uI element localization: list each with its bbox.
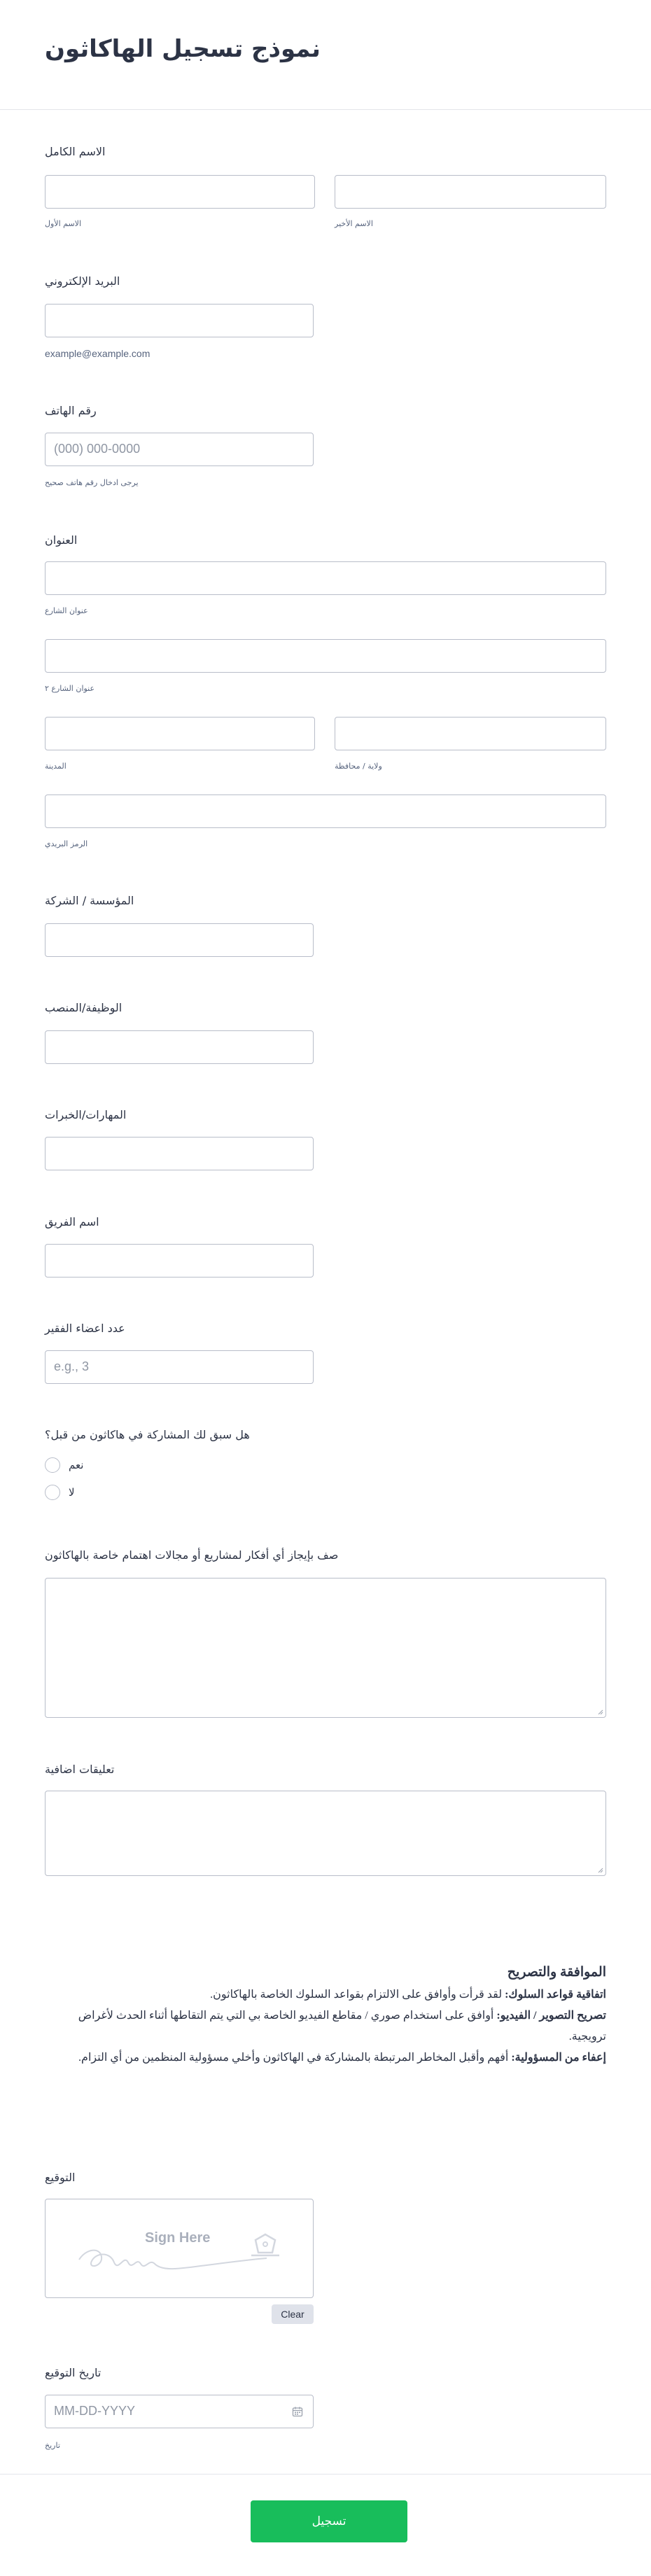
signature-pad[interactable] [45,2199,314,2298]
zip-input[interactable] [45,794,606,828]
skills-label: المهارات/الخبرات [45,1108,127,1121]
radio-yes[interactable] [45,1457,60,1473]
state-input[interactable] [335,717,606,750]
form-title: نموذج تسجيل الهاكاثون [45,35,321,63]
resize-grip-icon[interactable] [597,1709,603,1715]
address-label: العنوان [45,533,78,547]
phone-hint: يرجى ادخال رقم هاتف صحيح [45,478,139,487]
consent-heading: الموافقة والتصريح [507,1965,606,1980]
job-title-label: الوظيفة/المنصب [45,1001,122,1014]
team-size-input[interactable] [45,1350,314,1384]
consent-item-text: أوافق على استخدام صوري / مقاطع الفيديو الخاصة بي التي يتم التقاطها أثناء الحدث لأغراض ترويجية. [78,2010,606,2043]
comments-label: تعليقات اضافية [45,1763,115,1776]
consent-item-title: اتفاقية قواعد السلوك: [505,1989,606,2001]
comments-textarea[interactable] [45,1791,606,1876]
radio-no-label: لا [69,1486,75,1499]
last-name-sublabel: الاسم الأخير [335,219,373,228]
city-input[interactable] [45,717,315,750]
clear-signature-button[interactable]: Clear [272,2304,314,2324]
radio-yes-label: نعم [69,1459,84,1471]
sign-date-label: تاريخ التوقيع [45,2366,102,2379]
calendar-icon[interactable] [292,2406,303,2417]
submit-button[interactable]: تسجيل [251,2500,407,2542]
header-divider [0,109,651,110]
phone-placeholder: (000) 000-0000 [54,442,141,456]
street1-input[interactable] [45,561,606,595]
first-name-sublabel: الاسم الأول [45,219,81,228]
team-name-label: اسم الفريق [45,1215,99,1228]
city-sublabel: المدينة [45,762,66,771]
signature-placeholder-graphic [46,2199,314,2298]
consent-item-text: لقد قرأت وأوافق على الالتزام بقواعد السلوك الخاصة بالهاكاثون. [210,1989,505,2001]
phone-input[interactable] [45,433,314,466]
job-title-input[interactable] [45,1030,314,1064]
consent-item [45,2047,606,2068]
radio-no[interactable] [45,1485,60,1500]
organization-label: المؤسسة / الشركة [45,894,134,907]
sign-date-hint: تاريخ [45,2441,60,2450]
sign-here-text: Sign Here [145,2230,211,2246]
full-name-label: الاسم الكامل [45,145,106,158]
street2-sublabel: عنوان الشارع ٢ [45,684,95,693]
phone-label: رقم الهاتف [45,404,97,417]
consent-item [45,2005,606,2047]
pen-icon [251,2234,279,2255]
ideas-label: صف بإيجاز أي أفكار لمشاريع أو مجالات اهتمام خاصة بالهاكاثون [45,1548,339,1562]
street1-sublabel: عنوان الشارع [45,606,88,615]
last-name-input[interactable] [335,175,606,209]
consent-item-title: تصريح التصوير / الفيديو: [496,2010,606,2022]
organization-input[interactable] [45,923,314,957]
email-input[interactable] [45,304,314,337]
first-name-input[interactable] [45,175,315,209]
team-size-label: عدد اعضاء الفقير [45,1322,125,1335]
consent-item [45,1984,606,2005]
email-label: البريد الإلكتروني [45,274,120,288]
zip-sublabel: الرمز البريدي [45,839,88,848]
resize-grip-icon[interactable] [597,1867,603,1873]
skills-input[interactable] [45,1137,314,1170]
consent-item-title: إعفاء من المسؤولية: [511,2052,606,2064]
signature-label: التوقيع [45,2171,76,2184]
team-name-input[interactable] [45,1244,314,1278]
state-sublabel: ولاية / محافظة [335,762,382,771]
sign-date-placeholder: MM-DD-YYYY [54,2404,135,2418]
consent-item-text: أفهم وأقبل المخاطر المرتبطة بالمشاركة في الهاكاثون وأخلي مسؤولية المنظمين من أي التزام. [78,2052,512,2064]
consent-section [45,1964,606,2068]
sign-date-input[interactable] [45,2395,314,2428]
street2-input[interactable] [45,639,606,673]
team-size-placeholder: e.g., 3 [54,1359,90,1373]
participated-label: هل سبق لك المشاركة في هاكاثون من قبل؟ [45,1428,250,1441]
ideas-textarea[interactable] [45,1578,606,1718]
email-hint: example@example.com [45,348,150,359]
